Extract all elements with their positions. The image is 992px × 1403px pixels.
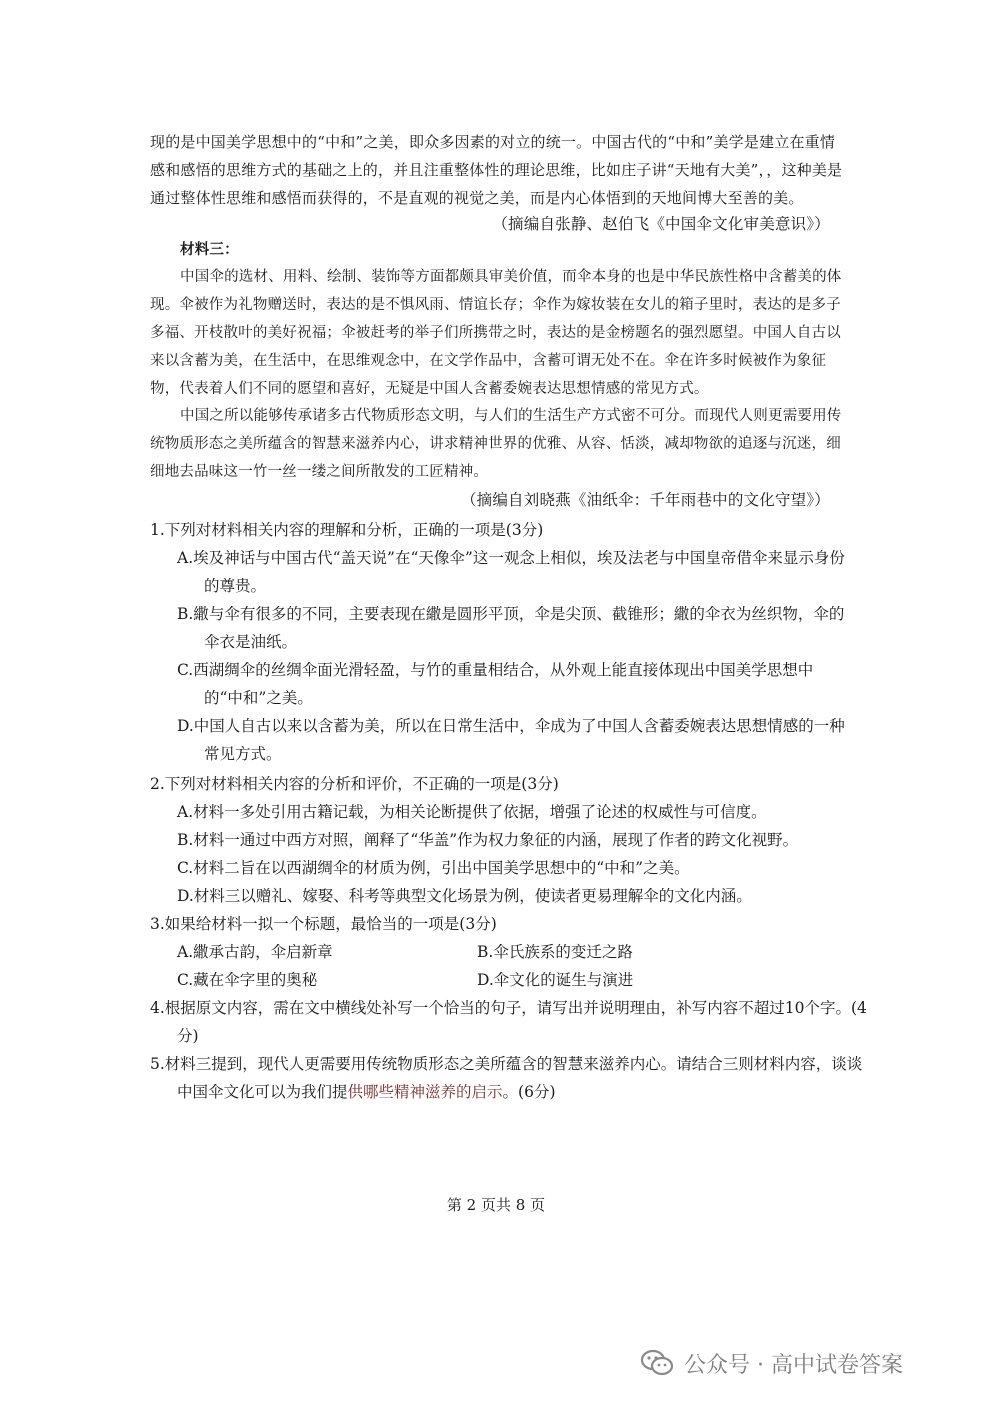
question-5 (150, 1050, 877, 1106)
page-number-footer: 第 2 页共 8 页 (446, 1196, 546, 1214)
question-3-option-a: A.繖承古韵，伞启新章 (177, 943, 333, 961)
question-3 (150, 910, 850, 994)
question-2-option-b: B.材料一通过中西方对照，阐释了“华盖”作为权力象征的内涵，展现了作者的跨文化视野。 (177, 831, 799, 849)
question-3-options (177, 938, 850, 994)
question-1-option-b: B.繖与伞有很多的不同，主要表现在繖是圆形平顶，伞是尖顶、截锥形；繖的伞衣为丝织物，伞的伞衣是油纸。 (177, 605, 845, 651)
continuation-paragraph: 现的是中国美学思想中的“中和”之美，即众多因素的对立的统一。中国古代的“中和”美学是建立在重情感和感悟的思维方式的基础之上的，并且注重整体性的理论思维，比如庄子讲“天地有大美”，，这种美是通过整体性思维和感悟而获得的，不是直观的视觉之美，而是内心体悟到的天地间博大至善的美。 (150, 133, 843, 207)
question-1 (150, 516, 850, 768)
question-4: 4.根据原文内容，需在文中横线处补写一个恰当的句子，请写出并说明理由，补写内容不超过10个字。(4分) (150, 999, 867, 1045)
question-2-stem: 2.下列对材料相关内容的分析和评价，不正确的一项是(3分) (150, 775, 559, 793)
material-3-paragraph-1: 中国伞的选材、用料、绘制、装饰等方面都颇具审美价值，而伞本身的也是中华民族性格中含蓄美的体现。伞被作为礼物赠送时，表达的是不惧风雨、情谊长存；伞作为嫁妆装在女儿的箱子里时，表达的是多子多福、开枝散叶的美好祝福；伞被赶考的举子们所携带之时，表达的是金榜题名的强烈愿望。中国人自古以来以含蓄为美，在生活中，在思维观念中，在文学作品中，含蓄可谓无处不在。伞在许多时候被作为象征物，代表着人们不同的愿望和喜好，无疑是中国人含蓄委婉表达思想情感的常见方式。 (150, 269, 842, 397)
question-5-stem-b: 供哪些精神滋养的启示 (347, 1083, 503, 1101)
question-5-stem-c: 。(6分) (502, 1083, 556, 1101)
question-3-option-d: D.伞文化的诞生与演进 (477, 971, 634, 989)
question-2-option-a: A.材料一多处引用古籍记载，为相关论断提供了依据，增强了论述的权威性与可信度。 (177, 803, 767, 821)
question-1-stem: 1.下列对材料相关内容的理解和分析，正确的一项是(3分) (150, 521, 544, 539)
source-citation-3: （摘编自刘晓燕《油纸伞：千年雨巷中的文化守望》） (460, 491, 830, 509)
material-3-paragraph-2: 中国之所以能够传承诸多古代物质形态文明，与人们的生活生产方式密不可分。而现代人则更需要用传统物质形态之美所蕴含的智慧来滋养内心，讲求精神世界的优雅、从容、恬淡，减却物欲的追逐与沉迷，细细地去品味这一竹一丝一缕之间所散发的工匠精神。 (150, 408, 842, 480)
question-5-stem-a: 5.材料三提到，现代人更需要用传统物质形态之美所蕴含的智慧来滋养内心。请结合三则材料内容，谈谈中国伞文化可以为我们提 (150, 1055, 863, 1101)
watermark-text: 公众号 · 高中试卷答案 (684, 1352, 903, 1378)
question-3-option-c: C.藏在伞字里的奥秘 (177, 971, 318, 989)
question-1-option-a: A.埃及神话与中国古代“盖天说”在“天像伞”这一观念上相似，埃及法老与中国皇帝借伞来显示身份的尊贵。 (177, 549, 845, 595)
question-2 (150, 770, 850, 910)
question-3-option-b: B.伞氏族系的变迁之路 (477, 943, 633, 961)
question-1-option-c: C.西湖绸伞的丝绸伞面光滑轻盈，与竹的重量相结合，从外观上能直接体现出中国美学思想中的“中和”之美。 (177, 661, 814, 707)
question-1-option-d: D.中国人自古以来以含蓄为美，所以在日常生活中，伞成为了中国人含蓄委婉表达思想情感的一种常见方式。 (177, 717, 845, 763)
watermark (640, 1346, 903, 1380)
question-2-option-d: D.材料三以赠礼、嫁娶、科考等典型文化场景为例，使读者更易理解伞的文化内涵。 (177, 887, 752, 905)
wechat-icon (640, 1348, 674, 1378)
source-citation-2: （摘编自张静、赵伯飞《中国伞文化审美意识》） (492, 215, 830, 233)
material-3-title: 材料三： (180, 241, 239, 258)
question-3-stem: 3.如果给材料一拟一个标题，最恰当的一项是(3分) (150, 915, 497, 933)
question-2-option-c: C.材料二旨在以西湖绸伞的材质为例，引出中国美学思想中的“中和”之美。 (177, 859, 690, 877)
